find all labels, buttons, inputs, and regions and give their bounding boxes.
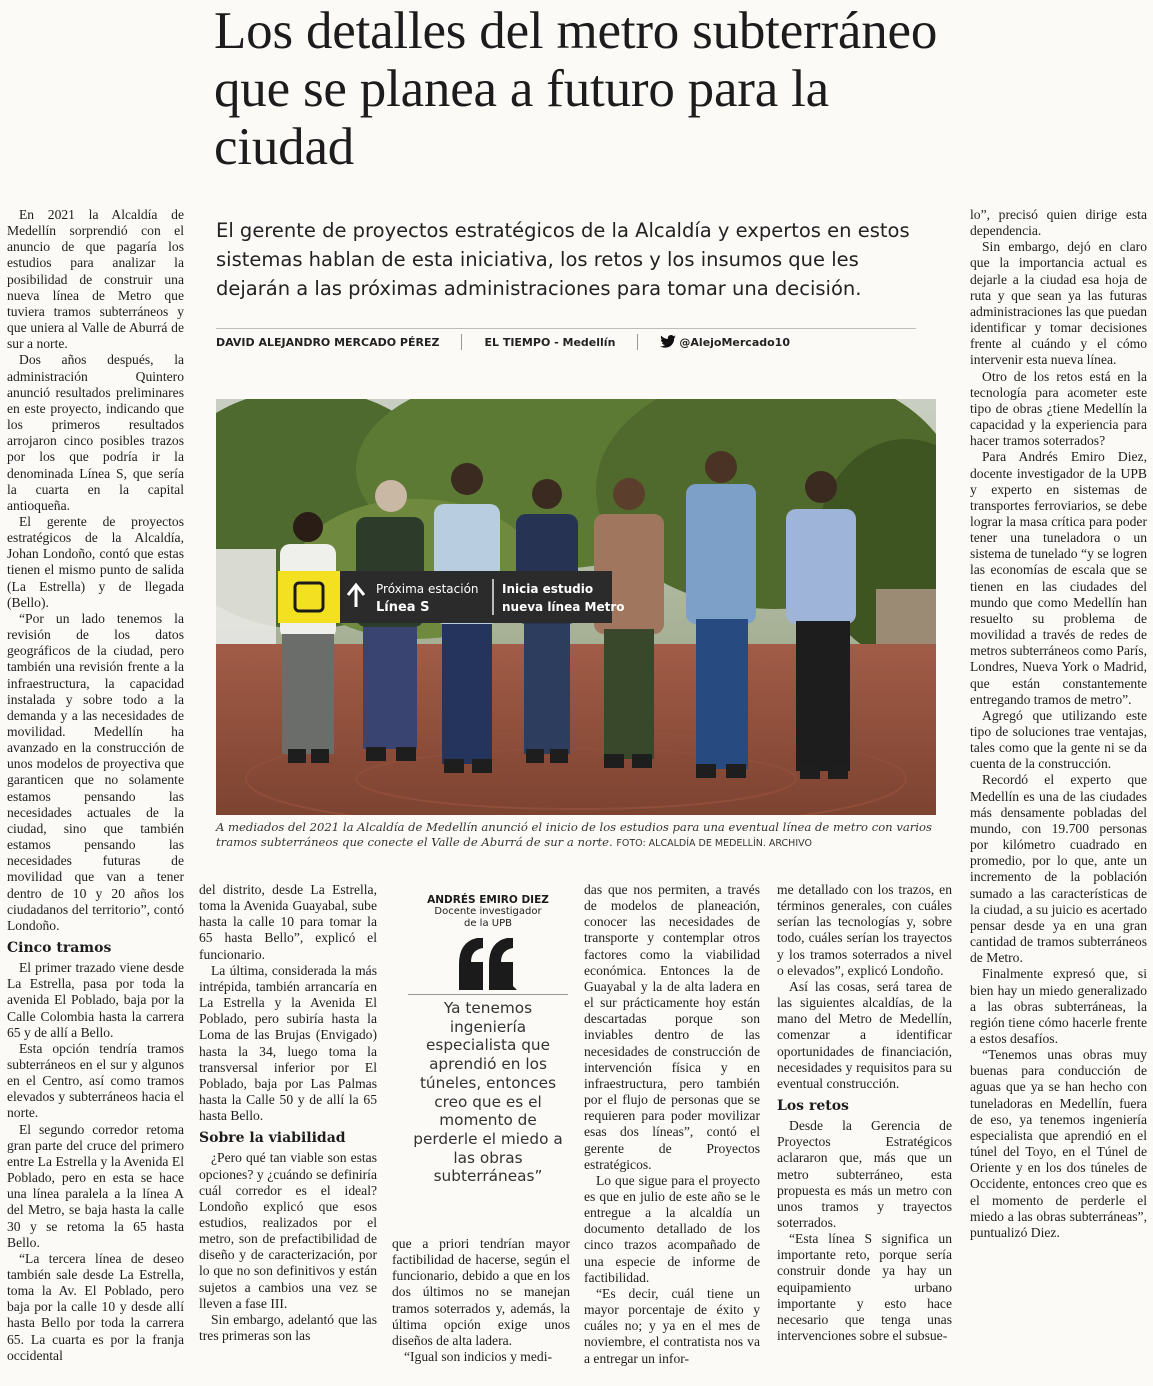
paragraph: “La tercera línea de deseo también sale desde La Estrella, toma la Av. El Poblado, pero baja por la calle 10 y desde allí hasta Bello por toda la carrera 65. La cuarta es por la franja occidental	[7, 1250, 184, 1363]
metro-sign	[278, 571, 624, 623]
byline-divider	[637, 334, 638, 350]
column-6	[970, 207, 1147, 1241]
paragraph: Dos años después, la administración Quintero anunció resultados preliminares en este proyecto, indicando que los primeros resultados arrojaron cinco posibles trazos por los que podría ir la denominada Línea S, que sería la cuarta en la capital antioqueña.	[7, 352, 184, 513]
paragraph: del distrito, desde La Estrella, toma la Avenida Guayabal, sube hasta la calle 10 para tomar la 65 hasta Bello”, explicó el funcionario.	[199, 882, 377, 962]
paragraph: Para Andrés Emiro Diez, docente investigador de la UPB y experto en sistemas de transportes ferroviarios, se debe lograr la masa crítica para poder tener una tuneladora o un sistema de tunelado “y se logren las economías de escala que se tienen en las ciudades del mundo que como Medellín han resuelto su problema de movilidad a través de redes de metros subterráneos como París, Londres, Nueva York o Madrid, que están constantemente entregando tramos de metro”.	[970, 449, 1147, 707]
paragraph: La última, considerada la más intrépida, también arrancaría en La Estrella y la Avenida El Poblado, pero subiría hasta la Loma de las Brujas (Envigado) hasta la 34, luego toma la transversal inferior por El Poblado, baja por Las Palmas hasta la Calle 50 y de allí la 65 hasta Bello.	[199, 962, 377, 1124]
paragraph: El gerente de proyectos estratégicos de la Alcaldía, Johan Londoño, contó que estas tienen el mismo punto de salida (La Estrella) y de llegada (Bello).	[7, 513, 184, 610]
subhead: Cinco tramos	[7, 940, 112, 957]
paragraph: Agregó que utilizando este tipo de soluciones trae ventajas, tales como que la gente ni se da cuenta de la construcción.	[970, 707, 1147, 772]
byline-twitter-handle: @AlejoMercado10	[679, 336, 790, 349]
paragraph: Recordó el experto que Medellín es una de las ciudades más densamente pobladas del mundo, con 19.700 personas por kilómetro cuadrado en promedio, por lo que, ante un incremento de la población sumado a las características de la ciudad, a su juicio es acertado pensar desde ya en una gran cantidad de tramos subterráneos de Metro.	[970, 772, 1147, 966]
paragraph: En 2021 la Alcaldía de Medellín sorprendió con el anuncio de que pagaría los estudios para analizar la posibilidad de construir una nueva línea de Metro que tuviera tramos subterráneos y que uniera al Valle de Aburrá de sur a norte.	[7, 207, 184, 352]
column-1	[7, 207, 184, 1364]
column-3	[392, 1236, 570, 1365]
quote-role-line2: de la UPB	[464, 918, 512, 929]
paragraph: Finalmente expresó que, si bien hay un miedo generalizado a las obras subterráneas, la región tiene cómo hacerle frente a estos desafíos.	[970, 966, 1147, 1046]
byline-outlet: EL TIEMPO - Medellín	[484, 335, 616, 349]
paragraph: Sin embargo, dejó en claro que la importancia actual es dejarle a la ciudad esa hoja de ruta y que sean ya las futuras administraciones las que puedan identificar y tomar decisiones frente al cuándo y el cómo intervenir esta nueva línea.	[970, 239, 1147, 368]
subhead: Los retos	[777, 1098, 849, 1115]
deck: El gerente de proyectos estratégicos de la Alcaldía y expertos en estos sistemas hablan de esta iniciativa, los retos y los insumos que les dejarán a las próximas administraciones para tomar una decisión.	[216, 219, 910, 300]
byline-divider	[461, 334, 462, 350]
photo-illustration	[216, 399, 936, 815]
byline-twitter[interactable]	[660, 335, 790, 349]
sign-left-line2: Línea S	[376, 600, 430, 615]
sign-right-line2: nueva línea Metro	[502, 600, 625, 614]
headline: Los detalles del metro subterráneo que se planea a futuro para la ciudad	[214, 2, 938, 176]
paragraph: lo”, precisó quien dirige esta dependencia.	[970, 207, 1147, 239]
sign-left-line1: Próxima estación	[376, 582, 479, 596]
paragraph: “Igual son indicios y medi-	[404, 1349, 552, 1365]
paragraph: El primer trazado viene desde La Estrella, pasa por toda la avenida El Poblado, baja por la Calle Colombia hasta la carrera 65 y de allí a Bello.	[7, 960, 184, 1040]
paragraph: “Por un lado tenemos la revisión de los datos geográficos de la ciudad, pero también una revisión frente a la infraestructura, la capacidad instalada y sobre todo a la demanda y a las necesidades de movilidad. Medellín ha avanzado en la construcción de unos modelos de proyectiva que garanticen que no solamente estamos pensando las necesidades actuales de la ciudad, sino que también estamos pensando las necesidades futuras de movilidad que van a tener dentro de 10 y 20 años los ciudadanos del territorio”, contó Londoño.	[7, 610, 184, 933]
paragraph: Otro de los retos está en la tecnología para acometer este tipo de obras ¿tiene Medellín la capacidad y la experiencia para hacer tramos soterrados?	[970, 368, 1147, 449]
paragraph: Sin embargo, adelantó que las tres primeras son las	[199, 1311, 377, 1344]
quote-author: ANDRÉS EMIRO DIEZ	[427, 894, 549, 906]
article-photo	[216, 399, 936, 815]
paragraph: me detallado con los trazos, en términos generales, con cuáles serían las tecnologías y, sobre todo, cuáles serían los trayectos y los tramos soterrados a nivel o elevados”, explicó Londoño.	[777, 882, 952, 978]
column-2	[199, 882, 377, 1344]
caption-text: A mediados del 2021 la Alcaldía de Medellín anunció el inicio de los estudios para una eventual línea de metro con varios tramos subterráneos que conecte el Valle de Aburrá de sur a norte.	[216, 820, 932, 849]
column-5	[777, 882, 952, 1344]
paragraph: Lo que sigue para el proyecto es que en julio de este año se le entregue a la alcaldía un documento detallado de los cinco trazos acompañado de una especie de informe de factibilidad.	[584, 1172, 760, 1285]
paragraph: “Tenemos unas obras muy buenas para conducción de aguas que ya se han hecho con tuneladoras en Medellín, fuera de eso, ya tenemos ingeniería especialista que aprendió en el túnel del Toyo, en el Túnel de Oriente y en los dos túneles de Occidente, entonces creo que es el momento de perderle el miedo a las obras subterráneas”, puntualizó Diez.	[970, 1047, 1147, 1240]
quote-text: Ya tenemos ingeniería especialista que aprendió en los túneles, entonces creo que es el momento de perderle el miedo a las obras subterráneas”	[413, 999, 563, 1186]
twitter-icon	[660, 335, 676, 348]
paragraph: “Es decir, cuál tiene un mayor porcentaje de éxito y cuáles no; y ya en el mes de noviembre, el contratista nos va a entregar un infor-	[584, 1285, 760, 1366]
pull-quote	[408, 884, 568, 1186]
quote-marks-icon	[459, 938, 517, 990]
byline	[216, 328, 916, 355]
paragraph: “Esta línea S significa un importante reto, porque sería construir donde ya hay un equipamiento urbano importante y esto hace necesario que tenga unas intervenciones sobre el subsue-	[777, 1231, 952, 1344]
quote-role-line1: Docente investigador	[434, 906, 542, 917]
paragraph: Así las cosas, será tarea de las siguientes alcaldías, de la mano del Metro de Medellín, comenzar a identificar oportunidades de financiación, necesidades y requisitos para su eventual construcción.	[777, 978, 952, 1091]
quote-divider	[408, 994, 568, 995]
photo-caption	[216, 820, 936, 851]
paragraph: Desde la Gerencia de Proyectos Estratégicos aclararon que, más que un metro subterráneo, esta propuesta es más un metro con unos tramos y trayectos soterrados.	[777, 1118, 952, 1230]
paragraph: das que nos permiten, a través de modelos de planeación, conocer las necesidades de transporte y contemplar otros factores como la viabilidad económica. Entonces la de Guayabal y la de alta ladera en el sur prácticamente hoy están descartadas porque son inviables dentro de las necesidades de construcción de intervención física y en infraestructura, pero también por el flujo de personas que se requieren para poder movilizar esas dos líneas”, contó el gerente de Proyectos estratégicos.	[584, 882, 760, 1172]
paragraph: ¿Pero qué tan viable son estas opciones? y ¿cuándo se definiría cuál corredor es el ideal? Londoño explicó que esos estudios, realizados por el metro, son de prefactibilidad de diseño y de caracterización, por lo que no son definitivos y están sujetos a cambios una vez se lleven a fase III.	[199, 1150, 377, 1311]
paragraph: Esta opción tendría tramos subterráneos en el sur y algunos en el Centro, así como tramos elevados y subterráneos hacia el norte.	[7, 1040, 184, 1121]
photo-credit: FOTO: ALCALDÍA DE MEDELLÍN. ARCHIVO	[616, 838, 812, 849]
sign-right-line1: Inicia estudio	[502, 582, 594, 596]
byline-author: DAVID ALEJANDRO MERCADO PÉREZ	[216, 335, 440, 349]
paragraph: El segundo corredor retoma gran parte del cruce del primero entre La Estrella y la Avenida El Poblado, pero en esta se hace una línea paralela a la línea A del Metro, se baja hasta la calle 30 y se retoma la 65 hasta Bello.	[7, 1121, 184, 1250]
subhead: Sobre la viabilidad	[199, 1130, 346, 1147]
column-4	[584, 882, 760, 1367]
paragraph: que a priori tendrían mayor factibilidad de hacerse, según el funcionario, debido a que en los dos últimos no se manejan tramos soterrados y, además, la última opción exige unos diseños de alta ladera.	[392, 1236, 570, 1348]
